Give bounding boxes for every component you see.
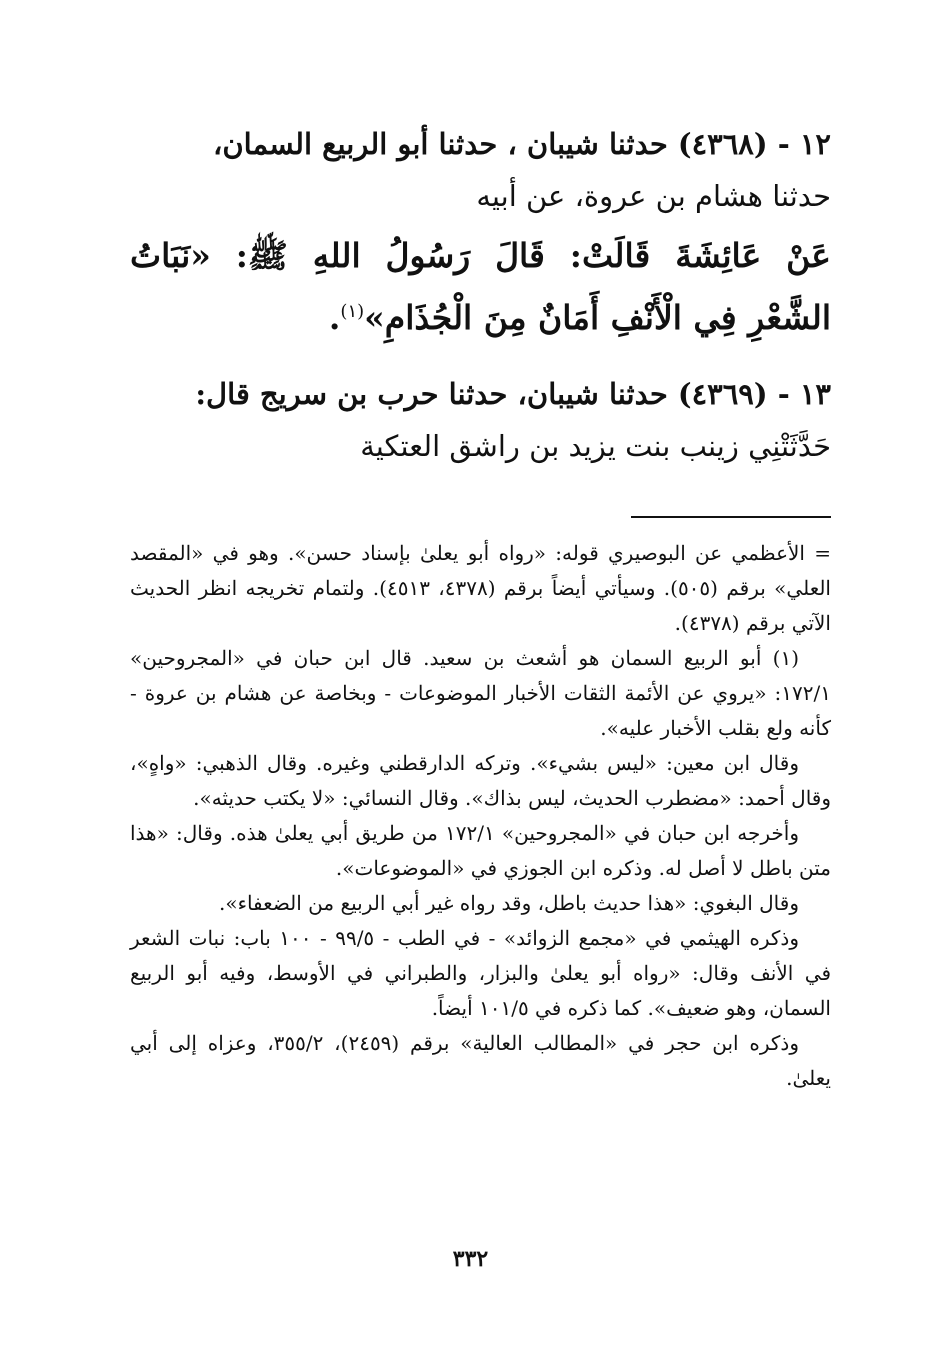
hadith-13-chain-line2: حَدَّثَتْنِي زينب بنت يزيد بن راشق العتكية — [360, 429, 831, 463]
footnote-separator — [631, 516, 831, 518]
hadith-13-chain-line1: ١٣ - (٤٣٦٩) حدثنا شيبان، حدثنا حرب بن سريج قال: — [195, 377, 831, 411]
hadith-12-text — [130, 228, 831, 346]
footnote-paragraph: وأخرجه ابن حبان في «المجروحين» ١٧٢/١ من طريق أبي يعلىٰ هذه. وقال: «هذا متن باطل لا أصل له. وذكره ابن الجوزي في «الموضوعات». — [130, 821, 831, 880]
footnote-paragraph: وقال ابن معين: «ليس بشيء». وتركه الدارقطني وغيره. وقال الذهبي: «واهٍ»، وقال أحمد: «مضطرب الحديث، ليس بذاك». وقال النسائي: «لا يكتب حديثه». — [130, 751, 831, 810]
footnote-continuation: = الأعظمي عن البوصيري قوله: «رواه أبو يعلىٰ بإسناد حسن». وهو في «المقصد العلي» برقم (٥٠٥). وسيأتي أيضاً برقم (٤٣٧٨، ٤٥١٣). ولتمام تخريجه انظر الحديث الآتي برقم (٤٣٧٨). — [130, 541, 831, 635]
footnote-paragraph: وذكره الهيثمي في «مجمع الزوائد» - في الطب - ٩٩/٥ - ١٠٠ باب: نبات الشعر في الأنف وقال: «رواه أبو يعلىٰ والبزار، والطبراني في الأوسط، وفيه أبو الربيع السمان، وهو ضعيف». كما ذكره في ١٠١/٥ أيضاً. — [130, 926, 831, 1020]
hadith-12-chain — [130, 118, 831, 222]
hadith-12-chain-line2: حدثنا هشام بن عروة، عن أبيه — [476, 179, 831, 213]
spacer — [130, 346, 831, 368]
hadith-12-matn: عَنْ عَائِشَةَ قَالَتْ: قَالَ رَسُولُ اللهِ ﷺ: «نَبَاتُ الشَّعْرِ فِي الْأَنْفِ أَمَانٌ مِنَ الْجُذَامِ» — [130, 236, 831, 337]
hadith-13-chain — [130, 368, 831, 472]
footnotes — [130, 536, 831, 1096]
footnote-1: (١) أبو الربيع السمان هو أشعث بن سعيد. قال ابن حبان في «المجروحين» ١٧٢/١: «يروي عن الأئمة الثقات الأخبار الموضوعات - وبخاصة عن هشام بن عروة - كأنه ولع بقلب الأخبار عليه». — [130, 646, 831, 740]
main-text — [130, 118, 831, 472]
footnote-paragraph: وذكره ابن حجر في «المطالب العالية» برقم (٢٤٥٩)، ٣٥٥/٢، وعزاه إلى أبي يعلىٰ. — [130, 1031, 831, 1090]
page-number: ٣٣٢ — [452, 1246, 489, 1272]
hadith-12-chain-line1: ١٢ - (٤٣٦٨) حدثنا شيبان ، حدثنا أبو الربيع السمان، — [212, 127, 831, 161]
footnote-reference: (١) — [340, 301, 365, 322]
footnote-paragraph: وقال البغوي: «هذا حديث باطل، وقد رواه غير أبي الربيع من الضعفاء». — [218, 891, 799, 915]
hadith-12-end: . — [328, 298, 341, 337]
